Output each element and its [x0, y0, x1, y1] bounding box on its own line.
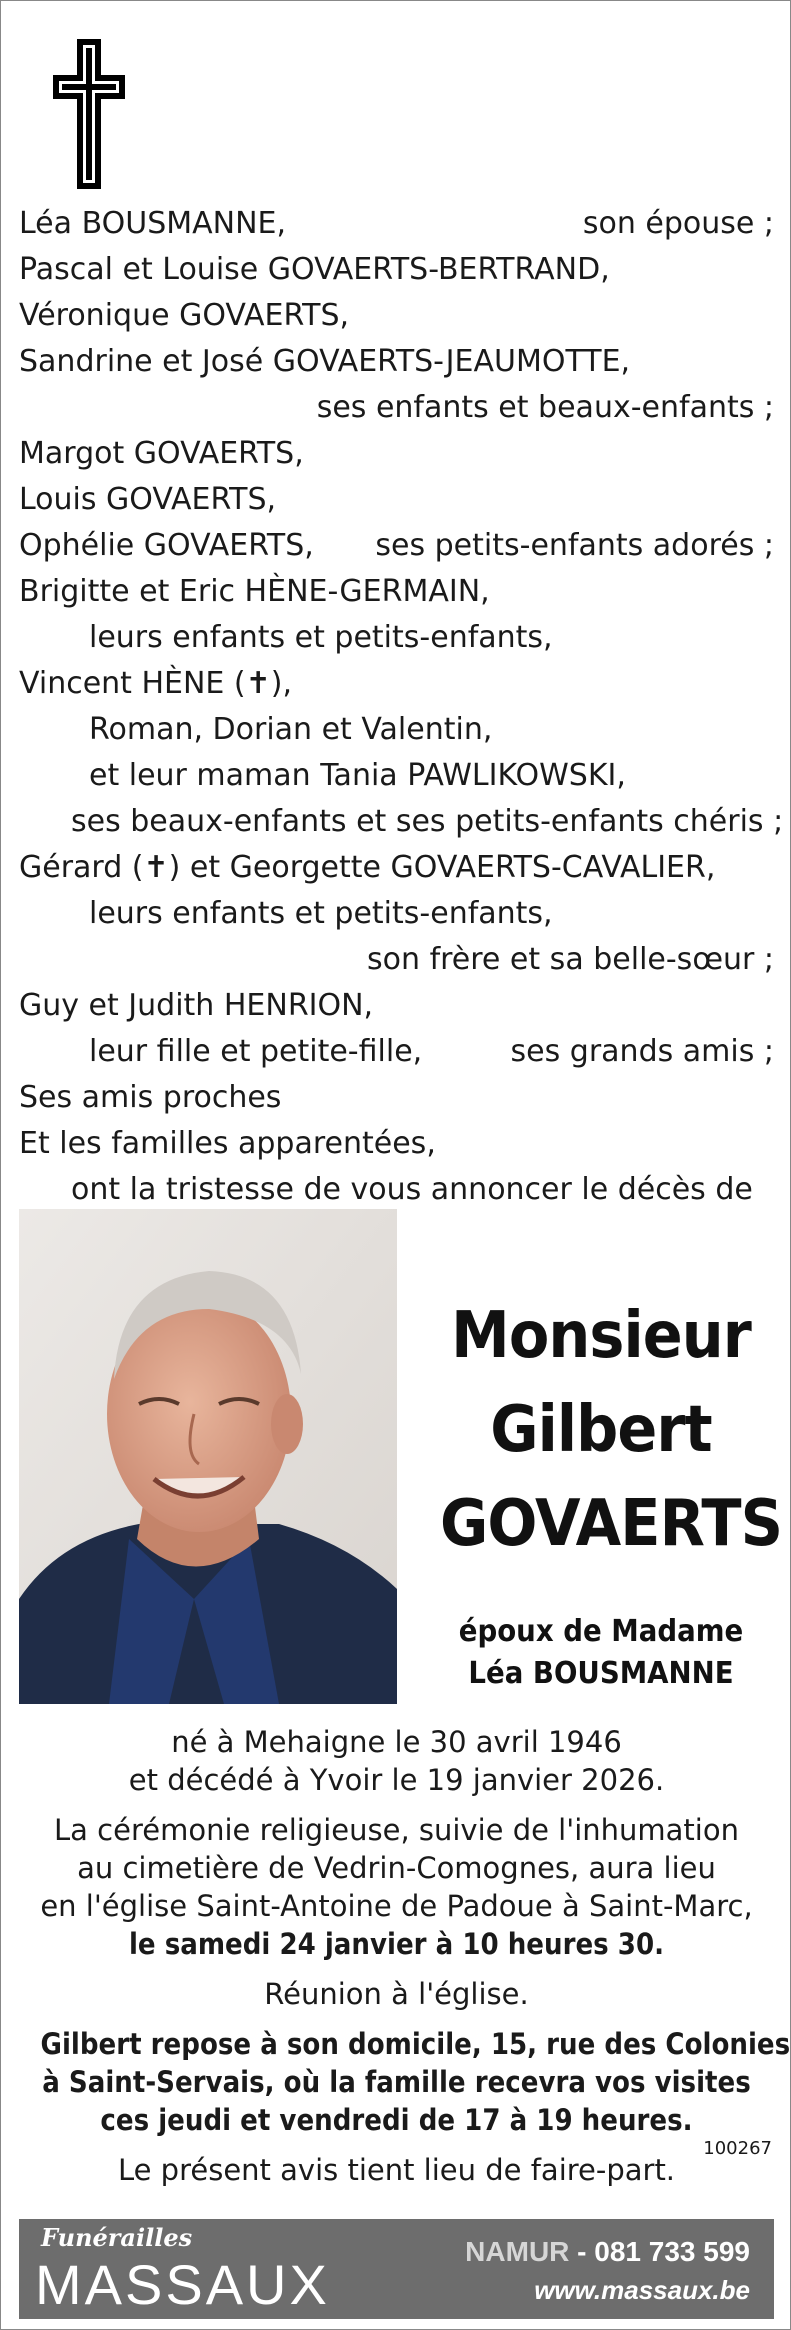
family-line [1, 753, 791, 799]
footer-label: Funérailles [41, 2223, 193, 2252]
family-line-indent2: ses beaux-enfants et ses petits-enfants chéris ; [71, 804, 784, 839]
family-line [1, 385, 791, 431]
ceremony-line-1: La cérémonie religieuse, suivie de l'inhumation [54, 1813, 739, 1847]
family-line-right: ses grands amis ; [510, 1034, 774, 1069]
birth-line: né à Mehaigne le 30 avril 1946 [171, 1725, 622, 1759]
family-line-right: ses petits-enfants adorés ; [375, 528, 774, 563]
family-line [1, 431, 791, 477]
visit-line-1: Gilbert repose à son domicile, 15, rue des Colonies [40, 2027, 791, 2061]
meeting-line: Réunion à l'église. [264, 1977, 529, 2011]
family-line-left: Guy et Judith HENRION, [19, 988, 374, 1023]
family-line [1, 569, 791, 615]
visit-line-3: ces jeudi et vendredi de 17 à 19 heures. [100, 2103, 693, 2137]
family-line-left: Ophélie GOVAERTS, [19, 528, 314, 563]
family-line-indent: Roman, Dorian et Valentin, [89, 712, 493, 747]
spouse-line-2: Léa BOUSMANNE [468, 1656, 734, 1691]
family-line [1, 477, 791, 523]
family-line-left: Sandrine et José GOVAERTS-JEAUMOTTE, [19, 344, 631, 379]
footer-website-link[interactable]: www.massaux.be [534, 2275, 750, 2305]
notice-line: Le présent avis tient lieu de faire-part. [117, 2153, 676, 2187]
family-line [1, 845, 791, 891]
family-line [1, 1029, 791, 1075]
family-line [1, 615, 791, 661]
visit-line-2: à Saint-Servais, où la famille recevra vos visites [42, 2065, 751, 2099]
family-line-right: ses enfants et beaux-enfants ; [316, 390, 774, 425]
family-line [1, 201, 791, 247]
family-line [1, 1121, 791, 1167]
footer-contact [465, 2235, 750, 2269]
death-line: et décédé à Yvoir le 19 janvier 2026. [128, 1763, 665, 1797]
footer-city: NAMUR [465, 2236, 570, 2267]
family-line-right: son épouse ; [582, 206, 774, 241]
family-line-right: son frère et sa belle-sœur ; [367, 942, 774, 977]
first-name: Gilbert [490, 1393, 712, 1467]
ceremony-line-2: au cimetière de Vedrin-Comognes, aura lieu [77, 1851, 716, 1885]
honorific: Monsieur [451, 1299, 751, 1373]
family-line-indent2: ont la tristesse de vous annoncer le décès de [71, 1172, 753, 1207]
funeral-home-footer [19, 2219, 774, 2319]
family-line-indent: leur fille et petite-fille, [89, 1034, 423, 1069]
family-line-indent: leurs enfants et petits-enfants, [89, 620, 553, 655]
family-line-left: Ses amis proches [19, 1080, 282, 1115]
family-line [1, 661, 791, 707]
family-line [1, 293, 791, 339]
ceremony-date: le samedi 24 janvier à 10 heures 30. [128, 1927, 665, 1961]
family-line-left: Vincent HÈNE (✝), [19, 666, 293, 701]
family-line [1, 891, 791, 937]
family-line-left: Gérard (✝) et Georgette GOVAERTS-CAVALIER, [19, 850, 716, 885]
family-list [1, 201, 791, 1213]
family-line [1, 247, 791, 293]
cross-icon [53, 39, 125, 189]
family-line [1, 799, 791, 845]
family-line [1, 1075, 791, 1121]
footer-phone[interactable]: 081 733 599 [594, 2236, 750, 2267]
family-line [1, 983, 791, 1029]
reference-number: 100267 [703, 2138, 772, 2159]
family-line [1, 523, 791, 569]
family-line-left: Margot GOVAERTS, [19, 436, 304, 471]
family-line-left: Et les familles apparentées, [19, 1126, 436, 1161]
family-line [1, 707, 791, 753]
spouse-line-1: époux de Madame [458, 1614, 744, 1649]
family-line-indent: et leur maman Tania PAWLIKOWSKI, [89, 758, 626, 793]
portrait-photo [19, 1209, 397, 1704]
family-line-left: Véronique GOVAERTS, [19, 298, 350, 333]
family-line [1, 1167, 791, 1213]
ceremony-line-3: en l'église Saint-Antoine de Padoue à Saint-Marc, [40, 1889, 753, 1923]
details-block [1, 1723, 791, 2189]
footer-brand: MASSAUX [35, 2253, 330, 2316]
family-line-left: Louis GOVAERTS, [19, 482, 277, 517]
last-name: GOVAERTS [440, 1487, 783, 1561]
family-line [1, 339, 791, 385]
footer-separator: - [569, 2236, 595, 2267]
family-line-left: Léa BOUSMANNE, [19, 206, 287, 241]
family-line-left: Pascal et Louise GOVAERTS-BERTRAND, [19, 252, 610, 287]
deceased-name-block [426, 1289, 783, 1695]
family-line [1, 937, 791, 983]
family-line-indent: leurs enfants et petits-enfants, [89, 896, 553, 931]
family-line-left: Brigitte et Eric HÈNE-GERMAIN, [19, 574, 490, 609]
